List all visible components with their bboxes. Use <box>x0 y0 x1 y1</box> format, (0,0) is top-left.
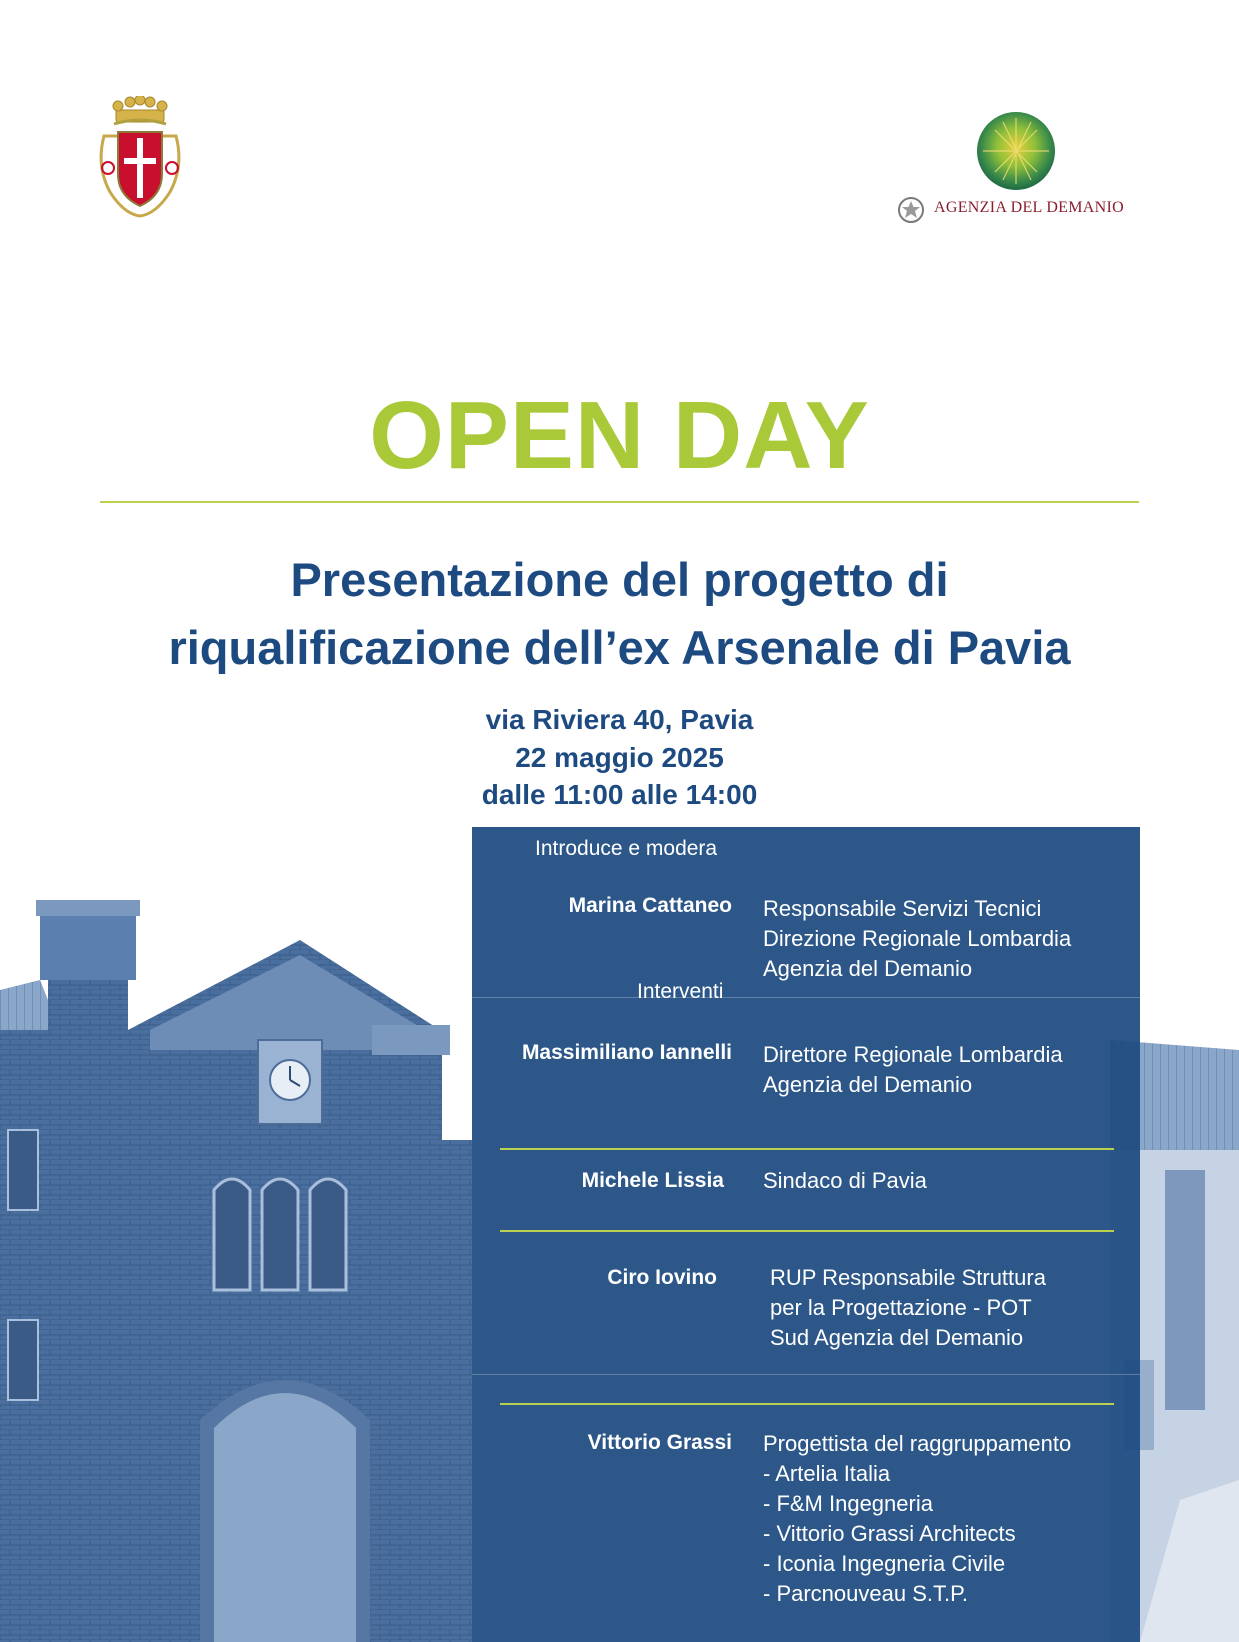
speaker-role <box>763 1166 927 1196</box>
speaker-name: Marina Cattaneo <box>568 894 732 917</box>
speaker-role-line: Direttore Regionale Lombardia <box>763 1042 1063 1067</box>
speaker-role-line: Direzione Regionale Lombardia <box>763 926 1072 951</box>
section-hairline <box>472 1374 1140 1375</box>
speaker-role-line: Sud Agenzia del Demanio <box>770 1325 1024 1350</box>
speaker-role-line: per la Progettazione - POT <box>770 1295 1032 1320</box>
speaker-role-line: - Vittorio Grassi Architects <box>763 1521 1016 1546</box>
event-date: 22 maggio 2025 <box>515 742 724 773</box>
speaker-role-line: Responsabile Servizi Tecnici <box>763 896 1042 921</box>
speaker-role <box>763 894 1071 984</box>
speaker-divider <box>500 1148 1114 1150</box>
event-headline <box>0 546 1239 682</box>
demanio-logo-text: AGENZIA DEL DEMANIO <box>934 199 1124 216</box>
headline-line-1: Presentazione del progetto di <box>290 553 949 606</box>
speaker-name: Ciro Iovino <box>607 1266 717 1289</box>
speaker-role-line: - Iconia Ingegneria Civile <box>763 1551 1006 1576</box>
event-label: OPEN DAY <box>369 382 870 489</box>
speaker-name: Vittorio Grassi <box>587 1431 732 1454</box>
speaker-role-line: Sindaco di Pavia <box>763 1168 927 1193</box>
section-hairline <box>472 997 1140 998</box>
speaker-name: Michele Lissia <box>581 1169 724 1192</box>
speaker-role-line: - Artelia Italia <box>763 1461 891 1486</box>
title-divider <box>100 501 1139 503</box>
speaker-role-line: Agenzia del Demanio <box>763 1072 973 1097</box>
interventions-section-label: Interventi <box>637 980 724 1003</box>
speaker-role <box>763 1429 1071 1609</box>
demanio-globe-logo <box>975 110 1057 192</box>
speaker-role-line: Progettista del raggruppamento <box>763 1431 1072 1456</box>
speaker-name: Massimiliano Iannelli <box>521 1041 732 1064</box>
speaker-role-line: Agenzia del Demanio <box>763 956 973 981</box>
program-panel <box>472 827 1140 1642</box>
speaker-role <box>763 1040 1063 1100</box>
pavia-crest-logo <box>94 96 186 220</box>
republic-emblem-icon <box>897 195 925 225</box>
headline-line-2: riqualificazione dell’ex Arsenale di Pavia <box>168 621 1071 674</box>
speaker-role-line: - Parcnouveau S.T.P. <box>763 1581 969 1606</box>
speaker-role-line: - F&M Ingegneria <box>763 1491 933 1516</box>
intro-section-label: Introduce e modera <box>535 837 718 860</box>
event-address: via Riviera 40, Pavia <box>485 704 754 735</box>
speaker-divider <box>500 1403 1114 1405</box>
event-time: dalle 11:00 alle 14:00 <box>481 779 758 810</box>
speaker-role <box>770 1263 1046 1353</box>
speaker-divider <box>500 1230 1114 1232</box>
speaker-role-line: RUP Responsabile Struttura <box>770 1265 1046 1290</box>
